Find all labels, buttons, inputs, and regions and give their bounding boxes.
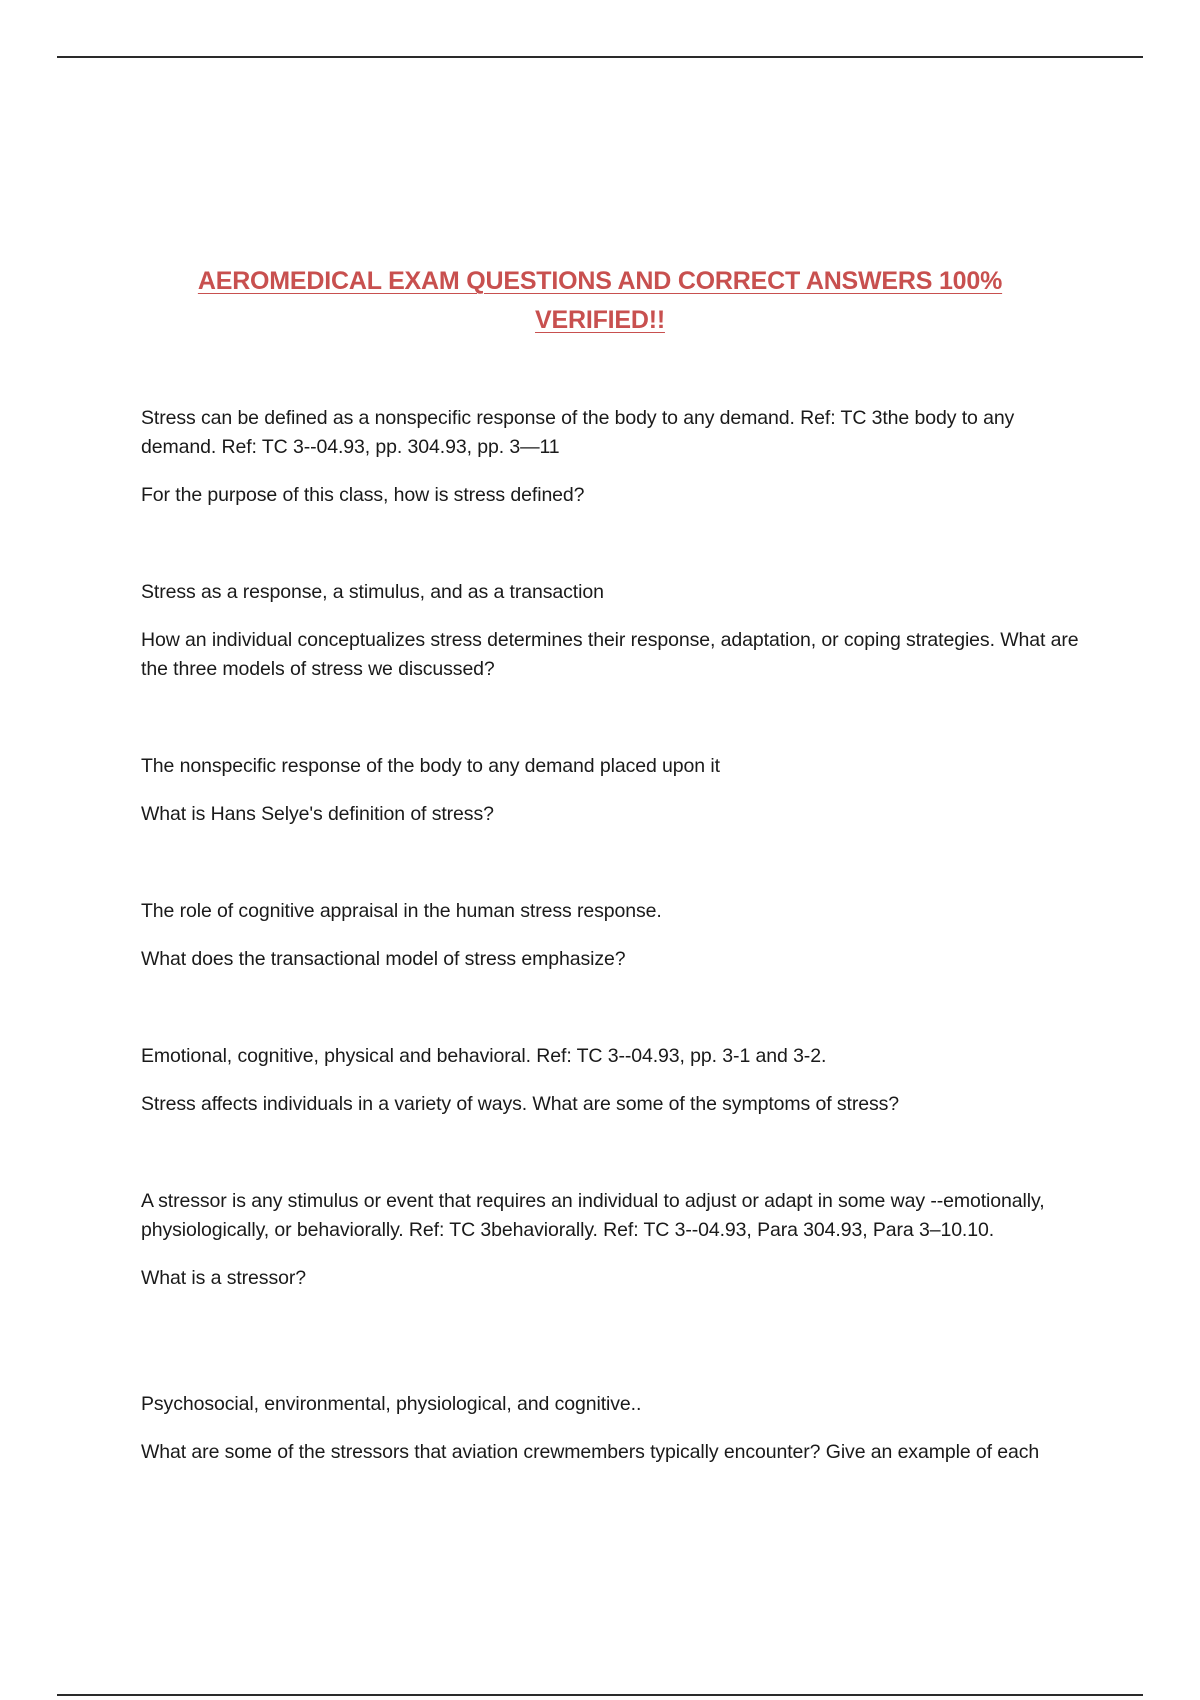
qa-card	[141, 1187, 1081, 1293]
card-answer: The nonspecific response of the body to any demand placed upon it	[141, 755, 720, 777]
title-line-1: AEROMEDICAL EXAM QUESTIONS AND CORRECT ANSWERS 100%	[197, 267, 1003, 295]
card-answer: A stressor is any stimulus or event that requires an individual to adjust or adapt in some way --emotionally, physiologically, or behaviorally. Ref: TC 3behaviorally. Ref: TC 3--04.93, Para 304.93, Para 3–10.10.	[141, 1190, 1045, 1241]
card-question: How an individual conceptualizes stress determines their response, adaptation, or coping strategies. What are the three models of stress we discussed?	[141, 629, 1079, 680]
card-answer: Stress as a response, a stimulus, and as a transaction	[141, 581, 604, 603]
qa-card	[141, 897, 1081, 974]
top-divider	[57, 56, 1143, 58]
card-question: What is a stressor?	[141, 1267, 306, 1289]
card-question: What are some of the stressors that aviation crewmembers typically encounter? Give an example of each	[141, 1441, 1040, 1463]
card-answer: The role of cognitive appraisal in the human stress response.	[141, 900, 662, 922]
card-answer: Stress can be defined as a nonspecific response of the body to any demand. Ref: TC 3the body to any demand. Ref: TC 3--04.93, pp. 304.93, pp. 3—11	[141, 407, 1015, 458]
qa-card	[141, 1390, 1081, 1467]
document-title	[130, 262, 1070, 340]
card-answer: Emotional, cognitive, physical and behavioral. Ref: TC 3--04.93, pp. 3-1 and 3-2.	[141, 1045, 827, 1067]
bottom-divider	[57, 1694, 1143, 1696]
card-question: What is Hans Selye's definition of stress?	[141, 803, 494, 825]
qa-card	[141, 404, 1081, 510]
qa-card	[141, 752, 1081, 829]
card-answer: Psychosocial, environmental, physiological, and cognitive..	[141, 1393, 642, 1415]
qa-card	[141, 1042, 1081, 1119]
title-line-2: VERIFIED!!	[535, 306, 665, 334]
card-question: For the purpose of this class, how is stress defined?	[141, 484, 585, 506]
qa-card	[141, 578, 1081, 684]
card-question: Stress affects individuals in a variety of ways. What are some of the symptoms of stress?	[141, 1093, 900, 1115]
card-question: What does the transactional model of stress emphasize?	[141, 948, 626, 970]
